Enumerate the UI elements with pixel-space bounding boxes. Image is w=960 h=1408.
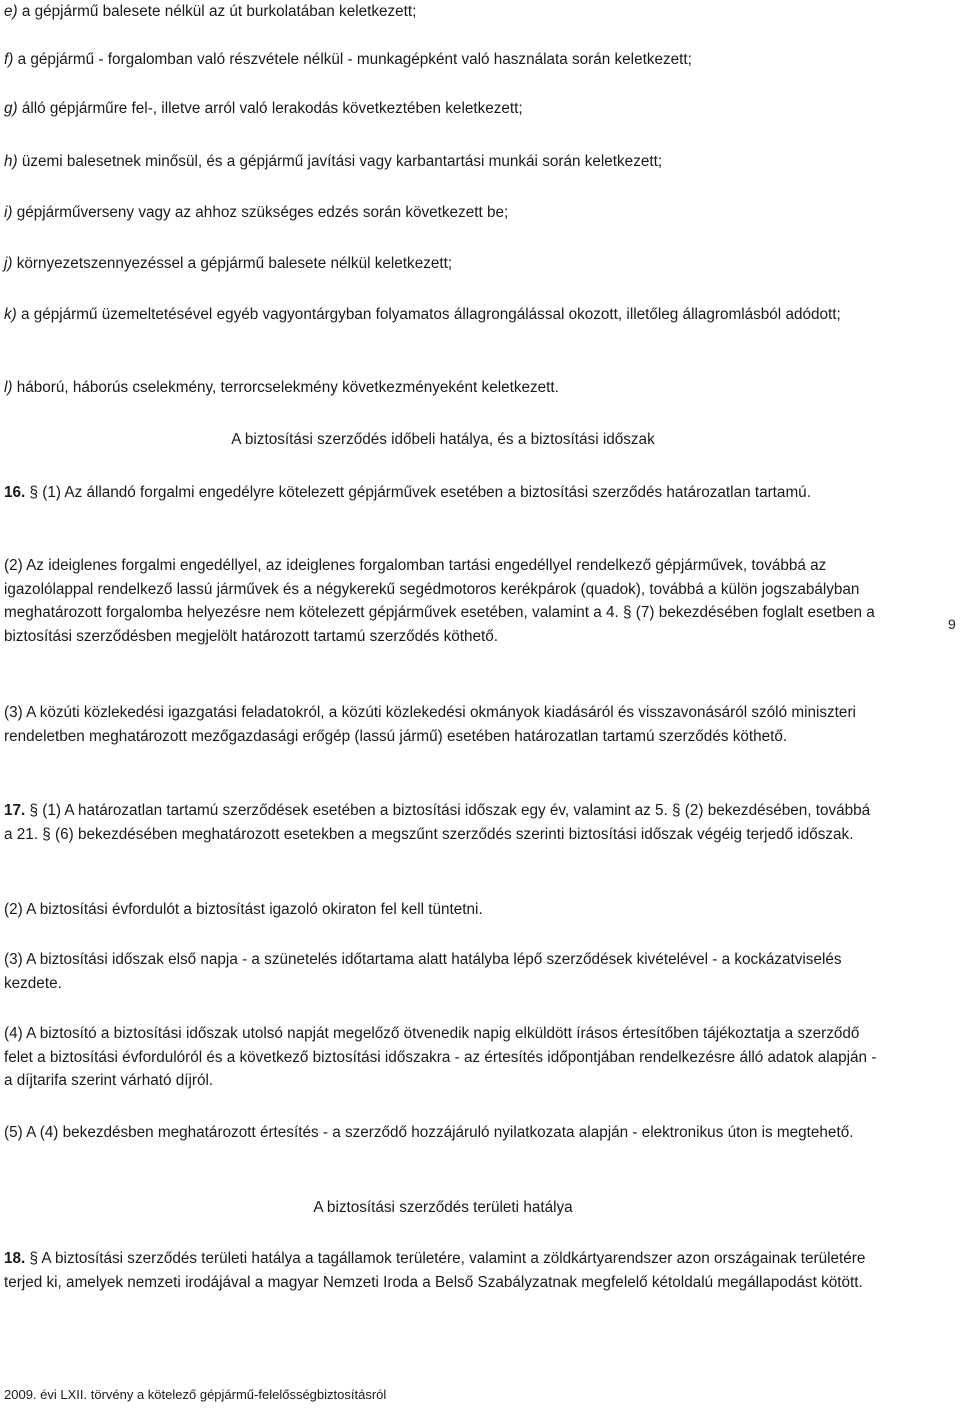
- paragraph-text: § (1) A határozatlan tartamú szerződések esetében a biztosítási időszak egy év, valamint az 5. § (2) bekezdésében, továbbá a 21. § (6) bekezdésében meghatározott esetekben a megszűnt szerződés szerinti biztosítási időszak végéig terjedő időszak.: [4, 802, 871, 843]
- item-text: a gépjármű üzemeltetésével egyéb vagyontárgyban folyamatos állagrongálással okozott, illetőleg állagromlásból adódott;: [16, 306, 841, 323]
- item-text: a gépjármű balesete nélkül az út burkolatában keletkezett;: [17, 3, 417, 20]
- section-17-para-5: (5) A (4) bekezdésben meghatározott értesítés - a szerződő hozzájáruló nyilatkozata alapján - elektronikus úton is megtehető.: [4, 1124, 854, 1141]
- item-label: j): [4, 255, 13, 272]
- item-label: l): [4, 379, 13, 396]
- item-text: álló gépjárműre fel-, illetve arról való lerakodás következtében keletkezett;: [17, 100, 523, 117]
- page-footer: 2009. évi LXII. törvény a kötelező gépjármű-felelősségbiztosításról: [4, 1387, 387, 1402]
- paragraph-text: § (1) Az állandó forgalmi engedélyre kötelezett gépjárművek esetében a biztosítási szerződés határozatlan tartamú.: [25, 484, 811, 501]
- section-18-para-1: [4, 1247, 882, 1294]
- section-16-para-3: (3) A közúti közlekedési igazgatási feladatokról, a közúti közlekedési okmányok kiadásáról és visszavonásáról szóló miniszteri rendeletben meghatározott mezőgazdasági erőgép (lassú jármű) esetében határozatlan tartamú szerződés köthető.: [4, 704, 856, 745]
- section-16-para-2: (2) Az ideiglenes forgalmi engedéllyel, az ideiglenes forgalomban tartási engedéllyel rendelkező gépjárművek, továbbá az igazolólappal rendelkező lassú járművek és a négykerekű segédmotoros kerékpárok (quadok), továbbá a külön jogszabályban meghatározott forgalomba helyezésre nem kötelezett gépjárművek esetében, valamint a 4. § (7) bekezdésében foglalt esetben a biztosítási szerződésben megjelölt határozott tartamú szerződés köthető.: [4, 557, 875, 645]
- paragraph-text: § A biztosítási szerződés területi hatálya a tagállamok területére, valamint a zöldkártyarendszer azon országainak területére terjed ki, amelyek nemzeti irodájával a magyar Nemzeti Iroda a Belső Szabályzatnak megfelelő kétoldalú megállapodást kötött.: [4, 1250, 866, 1291]
- item-text: a gépjármű - forgalomban való részvétele nélkül - munkagépként való használata során keletkezett;: [13, 51, 692, 68]
- item-text: háború, háborús cselekmény, terrorcselekmény következményeként keletkezett.: [12, 379, 559, 396]
- item-f: [4, 48, 882, 72]
- item-label: f): [4, 51, 14, 68]
- page-number: 9: [948, 616, 956, 632]
- item-text: környezetszennyezéssel a gépjármű balesete nélkül keletkezett;: [12, 255, 453, 272]
- section-17-para-4: (4) A biztosító a biztosítási időszak utolsó napját megelőző ötvenedik napig elküldött írásos értesítőben tájékoztatja a szerződő felet a biztosítási évfordulóról és a következő biztosítási időszakra - az értesítés időpontjában rendelkezésre álló adatok alapján - a díjtarifa szerint várható díjról.: [4, 1025, 877, 1089]
- item-g: [4, 97, 882, 121]
- item-label: e): [4, 3, 18, 20]
- item-text: üzemi balesetnek minősül, és a gépjármű javítási vagy karbantartási munkái során keletkezett;: [17, 153, 663, 170]
- item-l: [4, 376, 882, 400]
- item-text: gépjárműverseny vagy az ahhoz szükséges edzés során következett be;: [12, 204, 509, 221]
- item-k: [4, 303, 882, 327]
- item-label: i): [4, 204, 13, 221]
- section-17-para-2: (2) A biztosítási évfordulót a biztosítást igazoló okiraton fel kell tüntetni.: [4, 901, 483, 918]
- section-number: 18.: [4, 1250, 26, 1267]
- section-number: 17.: [4, 802, 26, 819]
- section-17-para-3: (3) A biztosítási időszak első napja - a szünetelés időtartama alatt hatályba lépő szerződések kivételével - a kockázatviselés kezdete.: [4, 951, 842, 992]
- section-16-para-1: [4, 481, 882, 505]
- item-label: g): [4, 100, 18, 117]
- item-h: [4, 150, 882, 174]
- item-i: [4, 201, 882, 225]
- section-number: 16.: [4, 484, 26, 501]
- item-label: k): [4, 306, 17, 323]
- section-heading-temporal: A biztosítási szerződés időbeli hatálya, és a biztosítási időszak: [231, 431, 655, 448]
- item-e: [4, 0, 882, 24]
- item-j: [4, 252, 882, 276]
- section-heading-territorial: A biztosítási szerződés területi hatálya: [313, 1199, 573, 1216]
- item-label: h): [4, 153, 18, 170]
- section-17-para-1: [4, 799, 882, 846]
